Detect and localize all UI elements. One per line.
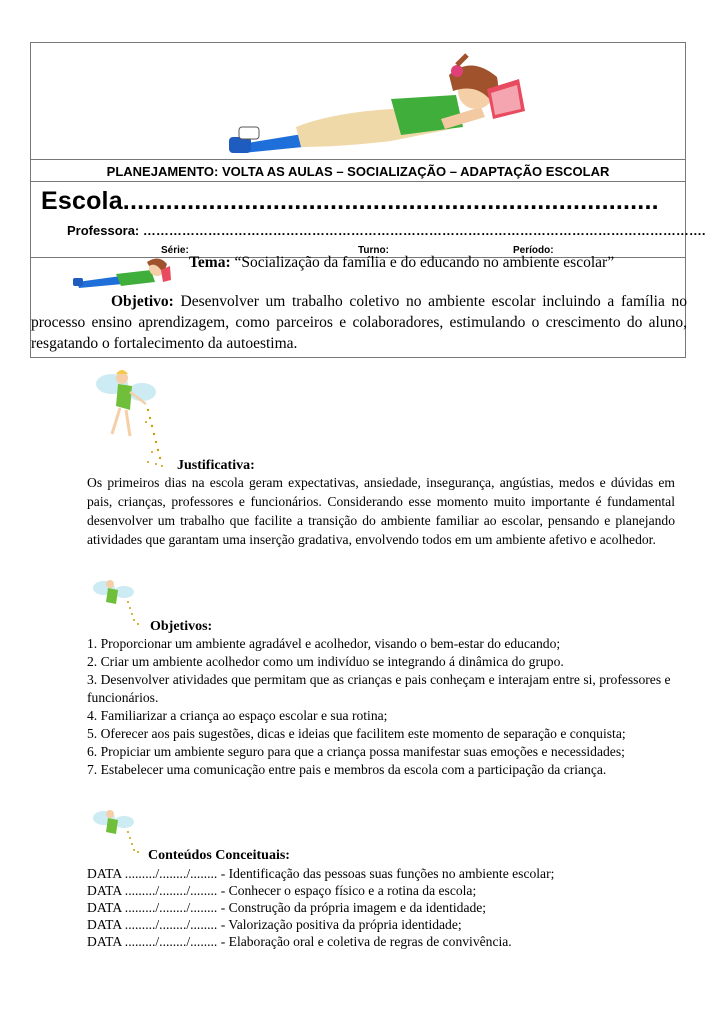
list-item: 6. Propiciar um ambiente seguro para que a criança possa manifestar suas emoções e necessidades; <box>87 744 625 759</box>
tema-text: “Socialização da família e do educando no ambiente escolar” <box>234 254 615 271</box>
small-girl-reading-illustration <box>71 254 171 292</box>
list-item: DATA ........./......../........ - Elaboração oral e coletiva de regras de convivência. <box>87 934 512 949</box>
objetivo-text: Desenvolver um trabalho coletivo no ambiente escolar incluindo a família no processo ensino aprendizagem, como parceiros e colaboradores, estimulando o crescimento do aluno, resgatando o fortalecimento da autoestima. <box>31 293 688 352</box>
periodo-label: Período: <box>513 245 554 256</box>
justificativa-title: Justificativa: <box>177 458 255 473</box>
escola-field: Escola........................................................................... <box>41 187 659 215</box>
fairy-illustration <box>90 576 148 628</box>
objetivo-paragraph <box>31 291 687 354</box>
list-item: DATA ........./......../........ - Construção da própria imagem e da identidade; <box>87 900 487 915</box>
tema-label: Tema: <box>189 254 231 271</box>
list-item: 4. Familiarizar a criança ao espaço escolar e sua rotina; <box>87 708 388 723</box>
professora-field: Professora: …………………………………………………………………………………………………………………. <box>67 223 706 238</box>
header-box <box>30 42 706 358</box>
serie-label: Série: <box>161 245 189 256</box>
objetivos-title: Objetivos: <box>150 619 213 634</box>
conteudos-list <box>87 865 687 950</box>
list-item: 5. Oferecer aos pais sugestões, dicas e ideias que facilitem este momento de separação e conquista; <box>87 726 626 741</box>
list-item: 2. Criar um ambiente acolhedor como um indivíduo se integrando á dinâmica do grupo. <box>87 654 564 669</box>
objetivo-label: Objetivo: <box>111 293 174 310</box>
objetivos-list <box>87 635 687 779</box>
list-item: DATA ........./......../........ - Identificação das pessoas suas funções no ambiente escolar; <box>87 866 555 881</box>
list-item: DATA ........./......../........ - Valorização positiva da própria identidade; <box>87 917 462 932</box>
list-item: 7. Estabelecer uma comunicação entre pais e membros da escola com a participação da criança. <box>87 762 607 777</box>
fairy-illustration <box>90 362 172 470</box>
list-item: DATA ........./......../........ - Conhecer o espaço físico e a rotina da escola; <box>87 883 477 898</box>
girl-reading-illustration <box>201 49 531 161</box>
fairy-illustration <box>90 806 148 856</box>
tema-line <box>189 254 614 272</box>
conteudos-title: Conteúdos Conceituais: <box>148 848 290 863</box>
list-item: 3. Desenvolver atividades que permitam que as crianças e pais conheçam e interajam entre si, professores e funcionários. <box>87 672 671 705</box>
justificativa-text: Os primeiros dias na escola geram expectativas, ansiedade, insegurança, angústias, medos e dúvidas em pais, crianças, professores e funcionários. Considerando esse momento muito importante é fundamental desenvolver um trabalho que facilite a transição do ambiente familiar ao escolar, pensando e planejando atividades que garantam uma inserção gradativa, envolvendo todos em um ambiente afetivo e acolhedor. <box>87 475 675 547</box>
turno-label: Turno: <box>358 245 389 256</box>
list-item: 1. Proporcionar um ambiente agradável e acolhedor, visando o bem-estar do educando; <box>87 636 561 651</box>
plan-title: PLANEJAMENTO: VOLTA AS AULAS – SOCIALIZAÇÃO – ADAPTAÇÃO ESCOLAR <box>106 164 610 179</box>
